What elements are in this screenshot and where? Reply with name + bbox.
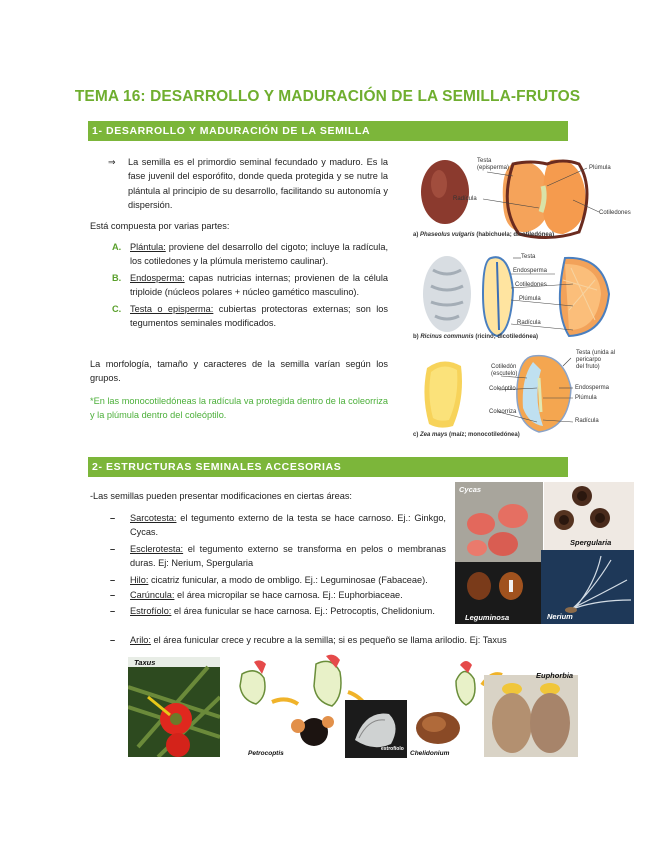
photo-spergularia — [544, 482, 634, 550]
definition: el área micropilar se hace carnosa. Ej.: Euphorbiaceae. — [174, 590, 403, 601]
definition: el área funicular crece y recubre a la semilla; si es pequeño se llama arilodio. Ej: Taxus — [150, 635, 507, 645]
taxus-branch — [128, 657, 220, 757]
caption-letter: c) — [413, 432, 419, 438]
caption-rest: (habichuela; dicotiledónea) — [474, 232, 555, 238]
definition: el área funicular se hace carnosa. Ej.: Petrocoptis, Chelidonium. — [171, 606, 435, 617]
list-letter: A. — [112, 242, 122, 252]
caption-species: Phaseolus vulgaris — [420, 232, 475, 238]
arrow-icon: ⇒ — [108, 157, 116, 167]
definition: capas nutricias internas; provienen de la célula triploide (núcleos polares + núcleo gamético masculino). — [130, 272, 388, 298]
caption-a — [413, 232, 554, 238]
label-radicula: Radícula — [575, 418, 599, 424]
term: Sarcotesta: — [130, 513, 177, 523]
section2-intro: -Las semillas pueden presentar modificaciones en ciertas áreas: — [90, 491, 352, 501]
label-coleoptilo: Coleóptilo — [489, 386, 516, 392]
list-item-esclerotesta — [110, 542, 446, 571]
label-plumula: Plúmula — [519, 296, 541, 302]
arilo-row — [110, 633, 540, 647]
cycas-seeds — [455, 482, 543, 562]
label-radicula: Radícula — [517, 320, 541, 326]
caption-species: Ricinus communis — [420, 334, 474, 340]
page-title: TEMA 16: DESARROLLO Y MADURACIÓN DE LA SEMILLA-FRUTOS — [74, 88, 581, 105]
caption-b — [413, 334, 538, 340]
intro-text: La semilla es el primordio seminal fecundado y maduro. Es la fase juvenil del esporófito, donde queda protegida y se nutre la plántula al principio de su desarrollo, facilitando su autonomía y dispersión. — [128, 157, 388, 211]
caption-c — [413, 432, 520, 438]
label-cotiledones: Cotiledones — [515, 282, 547, 288]
list-item-plantula — [112, 240, 388, 269]
list-item-arilo — [110, 633, 540, 647]
term: Plántula: — [130, 242, 166, 252]
term: Hilo: — [130, 574, 149, 585]
euphorbia-seeds — [484, 675, 578, 757]
label-radicula: Radícula — [453, 196, 477, 202]
label-endosperma: Endosperma — [575, 385, 610, 391]
accessory-list — [110, 511, 446, 619]
caption-letter: b) — [413, 334, 419, 340]
term: Arilo: — [130, 635, 151, 645]
label-testa: Testa (episperma) — [477, 158, 510, 171]
list-letter: B. — [112, 272, 122, 283]
photo-nerium — [541, 550, 634, 624]
label-testa: Testa (unida al pericarpo del fruto) — [576, 350, 616, 370]
list-letter: C. — [112, 303, 122, 314]
dash: – — [110, 635, 116, 645]
label-cotiledones: Cotiledones — [599, 210, 631, 216]
term: Testa o episperma: — [130, 303, 214, 314]
term: Estrofíolo: — [130, 606, 172, 617]
label-taxus: Taxus — [134, 658, 156, 667]
photo-chelidonium — [408, 700, 470, 758]
label-cotiledon: Cotiledón (escutelo) — [491, 364, 518, 377]
list-item-hilo — [110, 573, 446, 587]
label-estrofiolo: estrofíolo — [381, 746, 404, 752]
label-petrocoptis: Petrocoptis — [248, 750, 284, 757]
dash: – — [110, 606, 116, 617]
section-heading-2: 2- ESTRUCTURAS SEMINALES ACCESORIAS — [88, 457, 568, 477]
ricinus-diagram — [413, 250, 633, 340]
dash: – — [110, 574, 116, 585]
definition: el tegumento externo de la testa se hace carnoso. Ej.: Ginkgo, Cycas. — [130, 513, 446, 538]
dash: – — [110, 590, 116, 601]
term: Carúncula: — [130, 590, 175, 601]
term: Endosperma: — [130, 272, 185, 283]
photo-cycas — [455, 482, 543, 562]
label-testa: Testa — [521, 254, 536, 260]
label-nerium: Nerium — [547, 612, 573, 621]
definition: cubiertas protectoras externas; son los tegumentos seminales modificados. — [130, 303, 388, 329]
label-euphorbia: Euphorbia — [536, 671, 574, 680]
list-item-endosperma — [112, 271, 388, 300]
photo-taxus — [128, 657, 220, 757]
figure-ricinus — [413, 250, 633, 340]
label-plumula: Plúmula — [575, 395, 597, 401]
photo-estrofiolo — [345, 700, 407, 758]
caption-letter: a) — [413, 232, 419, 238]
label-endosperma: Endosperma — [513, 268, 548, 274]
intro-paragraph — [108, 155, 388, 213]
photo-leguminosa — [455, 562, 541, 624]
list-item-sarcotesta — [110, 511, 446, 540]
caption-species: Zea mays — [420, 432, 448, 438]
list-item-estrofiolo — [110, 604, 446, 618]
definition: cicatriz funicular, a modo de ombligo. Ej.: Leguminosae (Fabaceae). — [148, 574, 428, 585]
label-chelidonium: Chelidonium — [410, 750, 450, 757]
dash: – — [110, 513, 116, 523]
morphology-paragraph: La morfología, tamaño y caracteres de la semilla varían según los grupos. — [90, 359, 388, 384]
monocot-note: *En las monocotiledóneas la radícula va protegida dentro de la coleorriza y la plúmula dentro del coleóptilo. — [90, 396, 388, 421]
caption-rest: (maíz; monocotiledónea) — [447, 432, 520, 438]
photo-euphorbia — [484, 671, 578, 757]
definition: proviene del desarrollo del cigoto; incluye la radícula, los cotiledones y la plúmula meristemo caulinar). — [130, 242, 388, 267]
label-plumula: Plúmula — [589, 165, 611, 171]
label-leguminosa: Leguminosa — [465, 613, 510, 622]
term: Esclerotesta: — [130, 543, 184, 554]
label-cycas: Cycas — [459, 485, 482, 494]
caption-rest: (ricino; dicotiledónea) — [473, 334, 539, 340]
parts-list — [112, 240, 388, 330]
figure-zea — [413, 348, 643, 434]
dash: – — [110, 543, 116, 554]
label-coleorriza: Coleorriza — [489, 409, 517, 415]
label-spergularia: Spergularia — [570, 538, 612, 547]
section-heading-1: 1- DESARROLLO Y MADURACIÓN DE LA SEMILLA — [88, 121, 568, 141]
parts-intro: Está compuesta por varias partes: — [90, 221, 230, 231]
list-item-caruncula — [110, 588, 446, 602]
definition: el tegumento externo se transforma en pelos o membranas duras. Ej: Nerium, Spergularia — [130, 543, 446, 569]
list-item-testa — [112, 302, 388, 331]
